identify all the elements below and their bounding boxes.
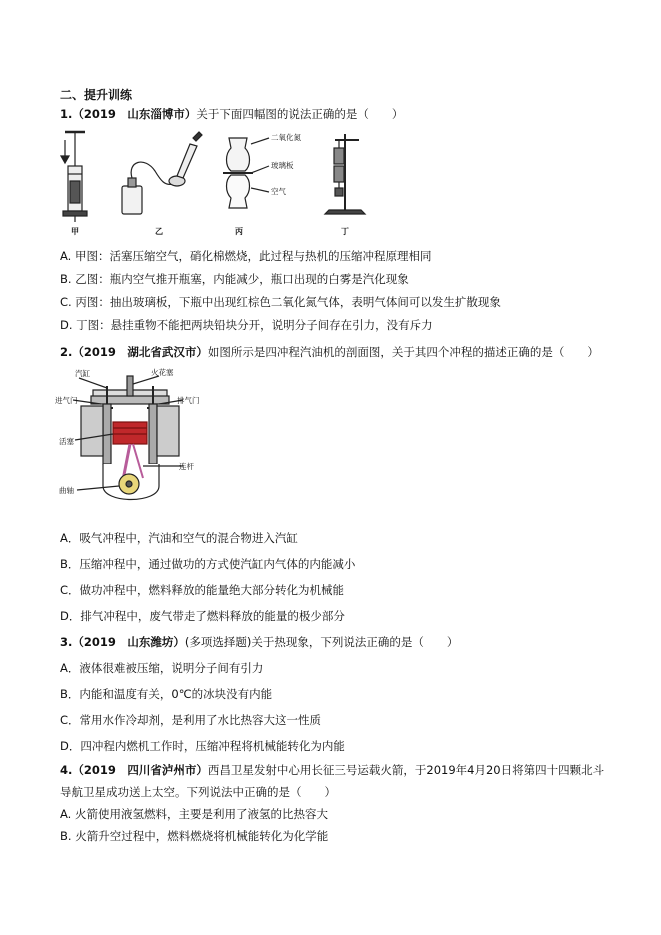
question-2-option-d: D．排气冲程中，废气带走了燃料释放的能量的极少部分 — [60, 609, 345, 623]
question-4-stem-line — [60, 762, 604, 778]
label-air: 空气 — [271, 187, 286, 196]
section-title: 二、提升训练 — [60, 88, 133, 102]
label-nitrogen-dioxide: 二氧化氮 — [271, 133, 301, 142]
caption-jia: 甲 — [71, 227, 79, 236]
question-2-option-a: A．吸气冲程中，汽油和空气的混合物进入汽缸 — [60, 531, 298, 545]
question-3-stem-line — [60, 634, 458, 650]
caption-ding: 丁 — [341, 227, 349, 236]
label-connecting-rod: 连杆 — [179, 462, 194, 471]
question-2-option-b: B．压缩冲程中，通过做功的方式使汽缸内气体的内能减小 — [60, 557, 356, 571]
question-2-source: （2019 湖北省武汉市） — [72, 345, 208, 359]
question-3-stem: (多项选择题)关于热现象，下列说法正确的是（ ） — [184, 635, 459, 649]
question-2-option-c: C．做功冲程中，燃料释放的能量绝大部分转化为机械能 — [60, 583, 345, 597]
question-3-option-c: C．常用水作冷却剂，是利用了水比热容大这一性质 — [60, 713, 322, 727]
question-4-stem-line1: 西昌卫星发射中心用长征三号运载火箭，于2019年4月20日将第四十四颗北斗 — [207, 763, 605, 777]
label-glass-plate: 玻璃板 — [271, 161, 294, 170]
question-3-option-a: A．液体很难被压缩，说明分子间有引力 — [60, 661, 264, 675]
label-intake-valve: 进气门 — [55, 396, 78, 405]
question-3-number: 3. — [60, 635, 73, 649]
caption-yi: 乙 — [155, 227, 163, 236]
question-1-figure — [55, 126, 375, 238]
question-2-stem: 如图所示是四冲程汽油机的剖面图，关于其四个冲程的描述正确的是（ ） — [207, 345, 599, 359]
question-4-option-b: B. 火箭升空过程中，燃料燃烧将机械能转化为化学能 — [60, 829, 329, 843]
question-2-number: 2. — [60, 345, 73, 359]
question-4-source: （2019 四川省泸州市） — [72, 763, 208, 777]
label-crankshaft: 曲轴 — [59, 486, 74, 495]
question-1-stem-line — [60, 106, 403, 122]
label-piston: 活塞 — [59, 437, 74, 446]
figure-bing-diffusion-jars — [223, 138, 269, 208]
question-1-source: （2019 山东淄博市） — [72, 107, 197, 121]
figure-ding-lead-blocks — [325, 134, 365, 214]
figure-jia-compression-cylinder — [61, 132, 87, 222]
question-1-option-a: A. 甲图：活塞压缩空气，硝化棉燃烧，此过程与热机的压缩冲程原理相同 — [60, 249, 432, 263]
question-1-number: 1. — [60, 107, 73, 121]
question-1-option-c: C. 丙图：抽出玻璃板，下瓶中出现红棕色二氧化氮气体，表明气体间可以发生扩散现象 — [60, 295, 501, 309]
question-4-stem-line2: 导航卫星成功送上太空。下列说法中正确的是（ ） — [60, 785, 336, 799]
figure-yi-flask — [122, 132, 202, 214]
question-1-stem: 关于下面四幅图的说法正确的是（ ） — [196, 107, 404, 121]
caption-bing: 丙 — [235, 227, 243, 236]
label-exhaust-valve: 排气门 — [177, 396, 200, 405]
question-3-source: （2019 山东潍坊） — [72, 635, 185, 649]
question-4-option-a: A. 火箭使用液氢燃料，主要是利用了液氢的比热容大 — [60, 807, 328, 821]
question-1-option-b: B. 乙图：瓶内空气推开瓶塞，内能减少，瓶口出现的白雾是汽化现象 — [60, 272, 409, 286]
question-4-number: 4. — [60, 763, 73, 777]
question-3-option-b: B．内能和温度有关，0℃的冰块没有内能 — [60, 687, 273, 701]
question-3-option-d: D．四冲程内燃机工作时，压缩冲程将机械能转化为内能 — [60, 739, 345, 753]
label-spark-plug: 火花塞 — [151, 368, 174, 377]
label-cylinder: 汽缸 — [75, 369, 90, 378]
question-1-option-d: D. 丁图：悬挂重物不能把两块铅块分开，说明分子间存在引力，没有斥力 — [60, 318, 433, 332]
question-2-stem-line — [60, 344, 599, 360]
question-2-engine-figure — [55, 366, 205, 506]
